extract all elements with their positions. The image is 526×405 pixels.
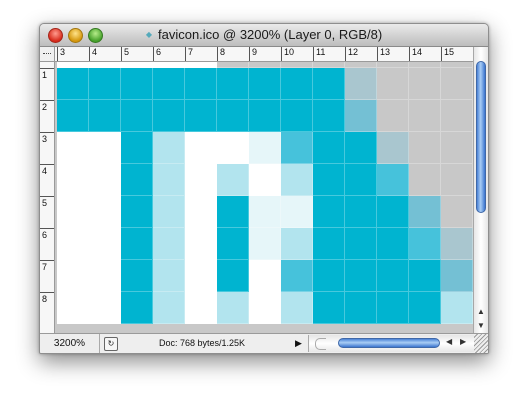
- document-window: [39, 23, 489, 354]
- pixel-cell: [121, 68, 153, 100]
- pixel-cell: [249, 68, 281, 100]
- scroll-left-arrow-icon[interactable]: ◀: [446, 337, 453, 346]
- pixel-cell: [153, 228, 185, 260]
- pixel-cell: [313, 100, 345, 132]
- window-title: [40, 27, 488, 42]
- pixel-cell: [153, 260, 185, 292]
- ruler-tick-x: [281, 47, 313, 61]
- pixel-cell: [249, 292, 281, 324]
- ruler-label-x: 11: [316, 47, 326, 57]
- pixel-cell: [89, 292, 121, 324]
- pixel-cell: [377, 260, 409, 292]
- pixel-cell: [249, 100, 281, 132]
- status-bar: [40, 333, 488, 353]
- status-menu-arrow-icon[interactable]: ▶: [295, 338, 302, 348]
- pixel-cell: [345, 260, 377, 292]
- pixel-cell: [409, 68, 441, 100]
- pixel-cell: [409, 164, 441, 196]
- pixel-cell: [217, 132, 249, 164]
- zoom-level-field[interactable]: 3200%: [40, 334, 100, 353]
- pixel-cell: [377, 100, 409, 132]
- pixel-cell: [281, 68, 313, 100]
- pixel-cell: [89, 100, 121, 132]
- pixel-cell: [345, 68, 377, 100]
- pixel-cell: [57, 260, 89, 292]
- pixel-cell: [281, 132, 313, 164]
- ruler-tick-y: [40, 164, 54, 196]
- pixel-cell: [185, 132, 217, 164]
- pixel-cell: [313, 260, 345, 292]
- ruler-label-x: 6: [156, 47, 162, 57]
- pixel-cell: [57, 100, 89, 132]
- pixel-cell: [281, 228, 313, 260]
- pixel-cell: [217, 164, 249, 196]
- scroll-up-arrow-icon[interactable]: ▲: [477, 307, 485, 316]
- pixel-cell: [121, 292, 153, 324]
- pixel-cell: [217, 228, 249, 260]
- ruler-tick-y: [40, 228, 54, 260]
- document-size-info: Doc: 768 bytes/1.25K: [159, 338, 246, 348]
- pixel-cell: [345, 292, 377, 324]
- pixel-cell: [313, 196, 345, 228]
- pixel-cell: [89, 228, 121, 260]
- pixel-cell: [441, 164, 473, 196]
- pixel-cell: [441, 68, 473, 100]
- pixel-cell: [249, 196, 281, 228]
- window-title-text: favicon.ico @ 3200% (Layer 0, RGB/8): [157, 27, 383, 42]
- ruler-label-y: 8: [42, 294, 48, 304]
- pixel-cell: [153, 100, 185, 132]
- pixel-cell: [153, 196, 185, 228]
- ruler-label-x: 7: [188, 47, 194, 57]
- ruler-label-y: 2: [42, 102, 48, 112]
- pixel-cell: [377, 132, 409, 164]
- vertical-scroll-thumb[interactable]: [476, 61, 486, 213]
- pixel-cell: [57, 292, 89, 324]
- ruler-label-x: 10: [284, 47, 295, 57]
- pixel-cell: [217, 260, 249, 292]
- ruler-label-y: 6: [42, 230, 48, 240]
- ruler-label-y: 4: [42, 166, 48, 176]
- pixel-cell: [249, 228, 281, 260]
- scroll-down-arrow-icon[interactable]: ▼: [477, 321, 485, 330]
- ruler-tick-x: [57, 47, 89, 61]
- pixel-cell: [89, 164, 121, 196]
- ruler-label-y: 1: [42, 70, 48, 80]
- pixel-cell: [89, 68, 121, 100]
- pixel-cell: [441, 228, 473, 260]
- pixel-cell: [345, 228, 377, 260]
- ruler-tick-y: [40, 100, 54, 132]
- ruler-label-x: 4: [92, 47, 98, 57]
- ruler-label-x: 8: [220, 47, 226, 57]
- pixel-cell: [409, 132, 441, 164]
- ruler-label-x: 14: [412, 47, 423, 57]
- ruler-tick-y: [40, 196, 54, 228]
- pixel-cell: [57, 164, 89, 196]
- ruler-tick-x: [153, 47, 185, 61]
- pixel-cell: [441, 100, 473, 132]
- image-canvas[interactable]: [55, 62, 473, 333]
- pixel-cell: [281, 196, 313, 228]
- pixel-cell: [281, 100, 313, 132]
- pixel-cell: [313, 228, 345, 260]
- ruler-tick-x: [121, 47, 153, 61]
- pixel-cell: [345, 196, 377, 228]
- pixel-cell: [185, 292, 217, 324]
- resize-grip-icon[interactable]: [474, 334, 488, 353]
- ruler-tick-y: [40, 260, 54, 292]
- pixel-cell: [345, 132, 377, 164]
- pixel-cell: [153, 132, 185, 164]
- pixel-cell: [153, 68, 185, 100]
- title-bar[interactable]: [40, 24, 488, 47]
- ruler-label-x: 15: [444, 47, 455, 57]
- ruler-origin[interactable]: [40, 47, 55, 62]
- pixel-cell: [345, 164, 377, 196]
- ruler-label-x: 5: [124, 47, 130, 57]
- pixel-cell: [313, 68, 345, 100]
- ruler-label-y: 7: [42, 262, 48, 272]
- ruler-label-y: 3: [42, 134, 48, 144]
- pixel-cell: [89, 196, 121, 228]
- ruler-tick-x: [185, 47, 217, 61]
- ruler-tick-y: [40, 292, 54, 324]
- ruler-label-x: 9: [252, 47, 258, 57]
- ruler-tick-x: [217, 47, 249, 61]
- pixel-cell: [281, 164, 313, 196]
- pixel-cell: [377, 164, 409, 196]
- pixel-cell: [217, 100, 249, 132]
- horizontal-ruler[interactable]: [55, 47, 473, 62]
- pixel-cell: [121, 260, 153, 292]
- ruler-tick-x: [249, 47, 281, 61]
- ruler-tick-x: [313, 47, 345, 61]
- pixel-cell: [313, 164, 345, 196]
- pixel-cell: [57, 196, 89, 228]
- status-options-icon[interactable]: ↻: [104, 337, 118, 351]
- pixel-cell: [313, 132, 345, 164]
- pixel-cell: [345, 100, 377, 132]
- pixel-cell: [121, 132, 153, 164]
- pixel-cell: [409, 100, 441, 132]
- ruler-tick-x: [345, 47, 377, 61]
- pixel-cell: [121, 100, 153, 132]
- vertical-ruler[interactable]: [40, 62, 55, 333]
- pixel-cell: [409, 260, 441, 292]
- pixel-cell: [217, 292, 249, 324]
- pixel-cell: [185, 228, 217, 260]
- vertical-scrollbar[interactable]: [473, 47, 488, 333]
- pixel-cell: [377, 292, 409, 324]
- ruler-tick-x: [89, 47, 121, 61]
- pixel-cell: [217, 68, 249, 100]
- pixel-cell: [441, 196, 473, 228]
- ruler-tick-x: [377, 47, 409, 61]
- pixel-cell: [57, 68, 89, 100]
- ruler-tick-x: [409, 47, 441, 61]
- pixel-cell: [281, 260, 313, 292]
- pixel-cell: [377, 228, 409, 260]
- pixel-cell: [217, 196, 249, 228]
- pixel-cell: [409, 228, 441, 260]
- pixel-cell: [185, 68, 217, 100]
- pixel-cell: [89, 260, 121, 292]
- pixel-cell: [409, 196, 441, 228]
- scroll-track-cap: [315, 338, 326, 350]
- ruler-label-x: 12: [348, 47, 359, 57]
- pixel-cell: [185, 196, 217, 228]
- pixel-cell: [153, 292, 185, 324]
- horizontal-scroll-thumb[interactable]: [338, 338, 440, 348]
- pixel-cell: [249, 164, 281, 196]
- pixel-cell: [313, 292, 345, 324]
- pixel-cell: [57, 132, 89, 164]
- pixel-cell: [409, 292, 441, 324]
- pixel-cell: [441, 292, 473, 324]
- ruler-label-y: 5: [42, 198, 48, 208]
- pixel-cell: [249, 132, 281, 164]
- pixel-cell: [121, 164, 153, 196]
- pixel-cell: [441, 260, 473, 292]
- pixel-cell: [89, 132, 121, 164]
- pixel-cell: [377, 196, 409, 228]
- pixel-cell: [281, 292, 313, 324]
- ruler-label-x: 3: [60, 47, 66, 57]
- pixel-cell: [153, 164, 185, 196]
- ruler-tick-x: [441, 47, 473, 61]
- pixel-cell: [185, 164, 217, 196]
- pixel-cell: [377, 68, 409, 100]
- pixel-cell: [57, 228, 89, 260]
- ruler-tick-y: [40, 132, 54, 164]
- ruler-label-x: 13: [380, 47, 391, 57]
- pixel-cell: [249, 260, 281, 292]
- pixel-cell: [121, 196, 153, 228]
- ruler-tick-y: [40, 68, 54, 100]
- horizontal-scrollbar[interactable]: [308, 335, 475, 352]
- pixel-cell: [185, 260, 217, 292]
- pixel-cell: [185, 100, 217, 132]
- pixel-cell: [121, 228, 153, 260]
- scroll-right-arrow-icon[interactable]: ▶: [460, 337, 467, 346]
- pixel-cell: [441, 132, 473, 164]
- document-proxy-icon[interactable]: ◆: [145, 30, 152, 39]
